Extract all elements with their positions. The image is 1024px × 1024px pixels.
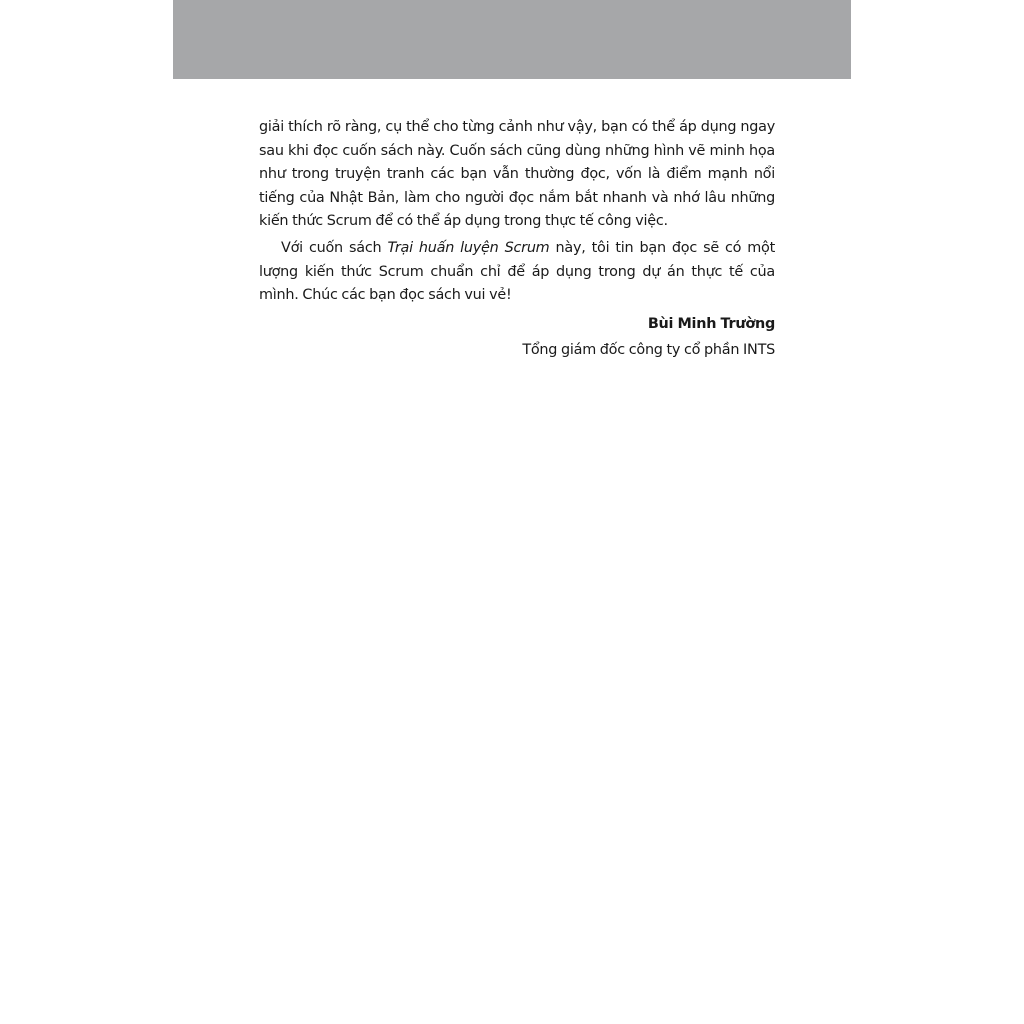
paragraph-closing-end: này, tôi tin bạn đọc sẽ có một lượng kiến thức Scrum chuẩn chỉ để áp dụng trong dự án thực tế của mình. Chúc các bạn đọc sách vui vẻ! <box>259 239 775 304</box>
signature-title: Tổng giám đốc công ty cổ phần INTS <box>522 341 775 358</box>
paragraph-continuation: giải thích rõ ràng, cụ thể cho từng cảnh như vậy, bạn có thể áp dụng ngay sau khi đọc cuốn sách này. Cuốn sách cũng dùng những hình vẽ minh họa như trong truyện tranh các bạn vẫn thường đọc, vốn là điểm mạnh nổi tiếng của Nhật Bản, làm cho người đọc nắm bắt nhanh và nhớ lâu những kiến thức Scrum để có thể áp dụng trong thực tế công việc. <box>259 119 775 230</box>
paragraph-closing-start: Với cuốn sách <box>281 239 388 256</box>
signature-name: Bùi Minh Trường <box>647 315 775 332</box>
book-title: Trại huấn luyện Scrum <box>387 239 550 256</box>
header-band <box>173 0 851 79</box>
paragraph-closing <box>259 237 775 308</box>
body-text <box>259 116 775 363</box>
